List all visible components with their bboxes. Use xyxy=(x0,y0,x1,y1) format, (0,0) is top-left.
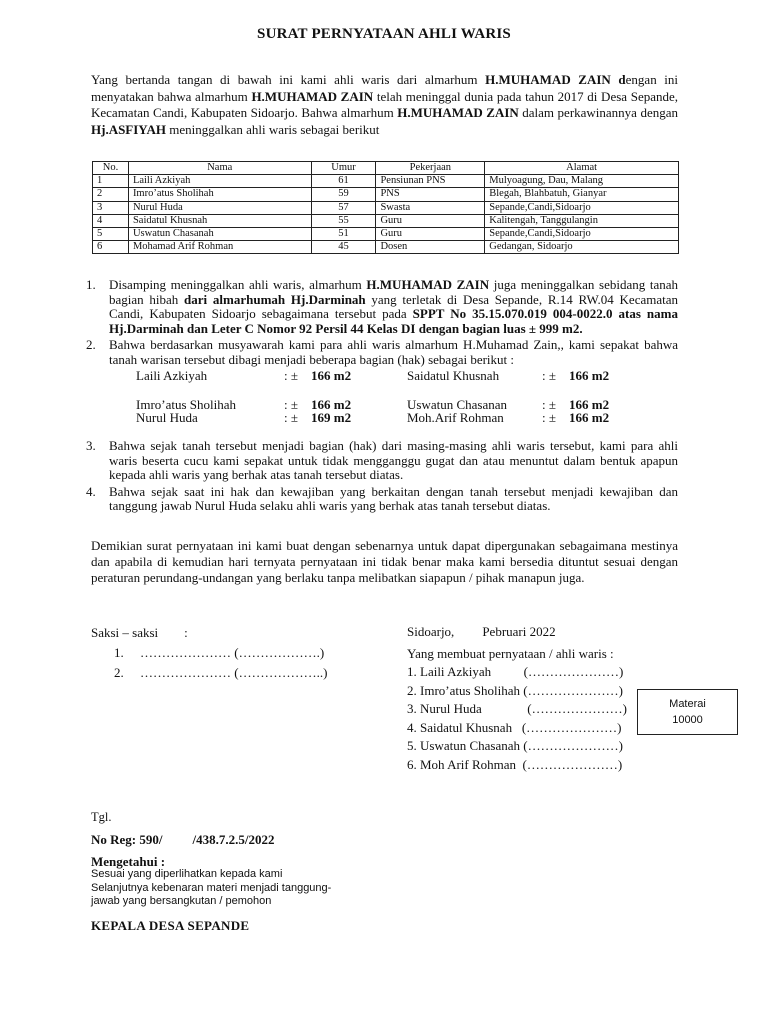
cell-nama: Nurul Huda xyxy=(128,201,311,214)
signer-block xyxy=(407,623,627,774)
share-entry: Laili Azkiyah : ± 166 m2 xyxy=(136,368,352,383)
closing-paragraph: Demikian surat pernyataan ini kami buat dengan sebenarnya untuk dapat dipergunakan sebagaimana mestinya dan apabila di kemudian hari ternyata pernyataan ini tidak benar maka kami bersedia dituntut sesuai dengan peraturan perundang-undangan yang berlaku tanpa melibatkan siapapun / pihak manapun juga. xyxy=(91,538,678,585)
cell-umur: 55 xyxy=(311,214,376,227)
cell-nama: Uswatun Chasanah xyxy=(128,228,311,241)
share-entry: Nurul Huda : ± 169 m2 xyxy=(136,410,352,425)
header-alamat: Alamat xyxy=(485,162,679,175)
item-text: Bahwa sejak tanah tersebut menjadi bagian (hak) dari masing-masing ahli waris tersebut, kami para ahli waris beserta cucu kami sepakat untuk tidak mengganggu gugat dan atau menuntut dalam bentuk apapun kepada ahli waris yang berhak atas tanah tersebut diatas. xyxy=(109,438,678,482)
signer-label: Yang membuat pernyataan / ahli waris : xyxy=(407,645,614,661)
item-number: 3. xyxy=(86,438,96,453)
cell-pekerjaan: Dosen xyxy=(376,241,485,254)
signer-line: 5. Uswatun Chasanah (…………………) xyxy=(407,738,623,753)
table-row xyxy=(93,214,679,227)
table-row xyxy=(93,201,679,214)
heirs-table xyxy=(92,161,679,254)
item-number: 2. xyxy=(86,337,96,352)
table-row xyxy=(93,241,679,254)
cell-alamat: Mulyoagung, Dau, Malang xyxy=(485,175,679,188)
item-text: Bahwa sejak saat ini hak dan kewajiban yang berkaitan dengan tanah tersebut menjadi kewajiban dan tanggung jawab Nurul Huda selaku ahli waris yang berhak atas tanah tersebut diatas. xyxy=(109,483,678,513)
cell-no: 1 xyxy=(93,175,129,188)
place-date: Sidoarjo, Pebruari 2022 xyxy=(407,624,556,639)
list-item xyxy=(86,439,678,483)
header-nama: Nama xyxy=(128,162,311,175)
witness-line: 1. ………………… (……………….) xyxy=(114,645,325,660)
cell-no: 2 xyxy=(93,188,129,201)
list-item xyxy=(86,338,678,367)
signer-line: 1. Laili Azkiyah (…………………) xyxy=(407,664,624,679)
cell-umur: 45 xyxy=(311,241,376,254)
cell-alamat: Blegah, Blahbatuh, Gianyar xyxy=(485,188,679,201)
header-no: No. xyxy=(93,162,129,175)
cell-nama: Saidatul Khusnah xyxy=(128,214,311,227)
cell-nama: Mohamad Arif Rohman xyxy=(128,241,311,254)
cell-no: 6 xyxy=(93,241,129,254)
document-title: SURAT PERNYATAAN AHLI WARIS xyxy=(257,26,511,42)
date-label: Tgl. xyxy=(91,810,112,824)
statement-list xyxy=(86,278,678,516)
cell-nama: Laili Azkiyah xyxy=(128,175,311,188)
cell-pekerjaan: Guru xyxy=(376,214,485,227)
table-row xyxy=(93,188,679,201)
table-row xyxy=(93,175,679,188)
cell-alamat: Sepande,Candi,Sidoarjo xyxy=(485,201,679,214)
cell-umur: 61 xyxy=(311,175,376,188)
list-item xyxy=(86,485,678,514)
item-text: Bahwa berdasarkan musyawarah kami para ahli waris almarhum H.Muhamad Zain,, kami sepakat bahwa tanah warisan tersebut dibagi menjadi beberapa bagian (hak) sebagai berikut : xyxy=(109,337,678,367)
cell-umur: 59 xyxy=(311,188,376,201)
witness-line: 2. ………………… (………………..) xyxy=(114,665,328,680)
cell-pekerjaan: Swasta xyxy=(376,201,485,214)
witness-label: Saksi – saksi : xyxy=(91,625,188,640)
share-entry: Saidatul Khusnah : ± 166 m2 xyxy=(407,368,610,383)
item-number: 4. xyxy=(86,483,96,499)
signer-line: 2. Imro’atus Sholihah (…………………) xyxy=(407,682,623,698)
header-pekerjaan: Pekerjaan xyxy=(376,162,485,175)
intro-paragraph: Yang bertanda tangan di bawah ini kami ahli waris dari almarhum H.MUHAMAD ZAIN dengan ini menyatakan bahwa almarhum H.MUHAMAD ZAIN telah meninggal dunia pada tahun 2017 di Desa Sepande, Kecamatan Candi, Kabupaten Sidoarjo. Bahwa almarhum H.MUHAMAD ZAIN dalam perkawinannya dengan Hj.ASFIYAH meninggalkan ahli waris sebagai berikut xyxy=(91,72,679,137)
cell-alamat: Sepande,Candi,Sidoarjo xyxy=(485,228,679,241)
stamp-duty-box: Materai 10000 xyxy=(637,689,738,735)
cell-no: 3 xyxy=(93,201,129,214)
list-item: 1. Disamping meninggalkan ahli waris, almarhum H.MUHAMAD ZAIN juga meninggalkan sebidang tanah bagian hibah dari almarhumah Hj.Darminah yang terletak di Desa Sepande, R.14 RW.04 Kecamatan Candi, Kabupaten Sidoarjo sebagaimana tersebut pada SPPT No 35.15.070.019 004-0022.0 atas nama Hj.Darminah dan Leter C Nomor 92 Persil 44 Kelas DI dengan bagian luas ± 999 m2. xyxy=(86,277,679,336)
village-head-title: KEPALA DESA SEPANDE xyxy=(91,918,250,933)
item-number: 1. xyxy=(86,277,96,292)
signer-line: 6. Moh Arif Rohman (…………………) xyxy=(407,756,623,772)
cell-alamat: Gedangan, Sidoarjo xyxy=(485,241,679,254)
acknowledged-label: Mengetahui : xyxy=(91,854,166,869)
cell-no: 4 xyxy=(93,214,129,227)
registration-number: No Reg: 590/ /438.7.2.5/2022 xyxy=(91,832,275,847)
table-header-row xyxy=(93,162,679,175)
share-entry: Imro’atus Sholihah : ± 166 m2 xyxy=(136,397,352,412)
acknowledgement-note: Sesuai yang diperlihatkan kepada kami Selanjutnya kebenaran materi menjadi tanggung- jawab yang bersangkutan / pemohon xyxy=(91,868,332,907)
table-row xyxy=(93,228,679,241)
share-entry: Uswatun Chasanan : ± 166 m2 xyxy=(407,397,610,412)
signer-line: 4. Saidatul Khusnah (…………………) xyxy=(407,719,622,735)
witness-block xyxy=(91,623,327,683)
signer-line: 3. Nurul Huda (…………………) xyxy=(407,701,627,716)
cell-nama: Imro’atus Sholihah xyxy=(128,188,311,201)
cell-alamat: Kalitengah, Tanggulangin xyxy=(485,214,679,227)
cell-pekerjaan: Pensiunan PNS xyxy=(376,175,485,188)
cell-umur: 57 xyxy=(311,201,376,214)
cell-umur: 51 xyxy=(311,228,376,241)
share-entry: Moh.Arif Rohman : ± 166 m2 xyxy=(407,410,610,425)
header-umur: Umur xyxy=(311,162,376,175)
share-allocation xyxy=(86,369,678,429)
cell-pekerjaan: Guru xyxy=(376,228,485,241)
cell-pekerjaan: PNS xyxy=(376,188,485,201)
cell-no: 5 xyxy=(93,228,129,241)
